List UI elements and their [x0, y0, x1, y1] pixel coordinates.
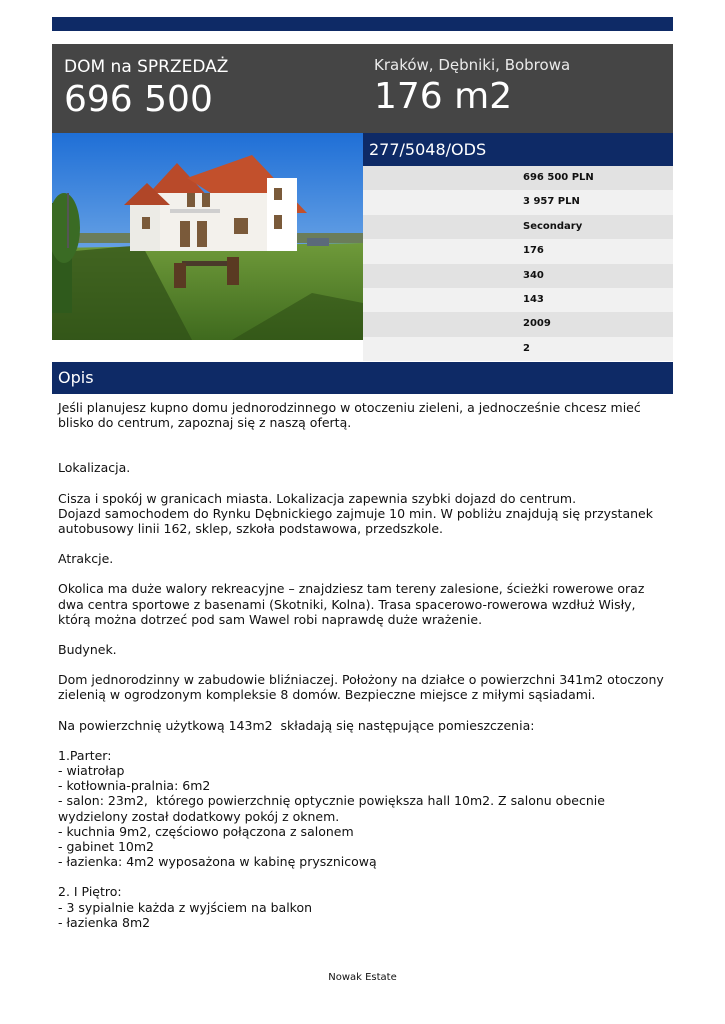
description-paragraph: Na powierzchnię użytkową 143m2 składają się następujące pomieszczenia:	[58, 717, 535, 733]
detail-row-market: Secondary	[363, 215, 673, 239]
location-label: Kraków, Dębniki, Bobrowa	[374, 56, 571, 74]
detail-row-year: 2009	[363, 312, 673, 336]
property-photo	[52, 133, 363, 340]
footer-company: Nowak Estate	[328, 972, 397, 983]
description-heading: Opis	[52, 362, 673, 394]
detail-row-plot: 340	[363, 264, 673, 288]
detail-row-price-per-m2: 3 957 PLN	[363, 190, 673, 214]
header-right	[374, 55, 570, 118]
description-paragraph: Lokalizacja.	[58, 460, 131, 476]
header-left	[64, 56, 228, 121]
description-paragraph: 1.Parter: - wiatrołap - kotłownia-pralnia: 6m2 - salon: 23m2, którego powierzchnię optycznie powiększa hall 10m2. Z salonu obecnie wydzielony został dodatkowy pokój z oknem. - kuchnia 9m2, częściowo połączona z salonem - gabinet 10m2 - łazienka: 4m2 wyposażona w kabinę prysznicową	[58, 747, 605, 870]
description-paragraph: Cisza i spokój w granicach miasta. Lokalizacja zapewnia szybki dojazd do centrum. Dojazd samochodem do Rynku Dębnickiego zajmuje 10 min. W pobliżu znajdują się przystanek autobusowy linii 162, sklep, szkoła podstawowa, przedszkole.	[58, 490, 653, 537]
listing-header	[52, 44, 673, 133]
detail-row-area: 176	[363, 239, 673, 263]
details-table	[363, 166, 673, 361]
price-value: 696 500	[64, 79, 213, 120]
property-type-label: DOM na SPRZEDAŻ	[64, 57, 229, 77]
top-accent-bar	[52, 17, 673, 31]
description-body	[58, 400, 668, 930]
area-value: 176 m2	[374, 76, 513, 117]
description-paragraph: Atrakcje.	[58, 551, 114, 567]
description-spacer	[58, 430, 668, 460]
detail-row-floors: 2	[363, 337, 673, 361]
description-paragraph: Okolica ma duże walory rekreacyjne – znajdziesz tam tereny zalesione, ścieżki rowerowe oraz dwa centra sportowe z basenami (Skotniki, Kolna). Trasa spacerowo-rowerowa wzdłuż Wisły, którą można dotrzeć pod sam Wawel robi naprawdę duże wrażenie.	[58, 581, 649, 627]
detail-row-price: 696 500 PLN	[363, 166, 673, 190]
description-paragraph: 2. I Piętro: - 3 sypialnie każda z wyjściem na balkon - łazienka 8m2	[58, 884, 313, 930]
detail-row-usable-area: 143	[363, 288, 673, 312]
description-paragraph: Budynek.	[58, 642, 117, 658]
reference-number: 277/5048/ODS	[363, 133, 673, 166]
description-paragraph: Jeśli planujesz kupno domu jednorodzinnego w otoczeniu zieleni, a jednocześnie chcesz mieć blisko do centrum, zapoznaj się z naszą ofertą.	[58, 400, 645, 431]
description-paragraph: Dom jednorodzinny w zabudowie bliźniaczej. Położony na działce o powierzchni 341m2 otoczony zielenią w ogrodzonym kompleksie 8 domów. Bezpieczne miejsce z miłymi sąsiadami.	[58, 672, 668, 703]
